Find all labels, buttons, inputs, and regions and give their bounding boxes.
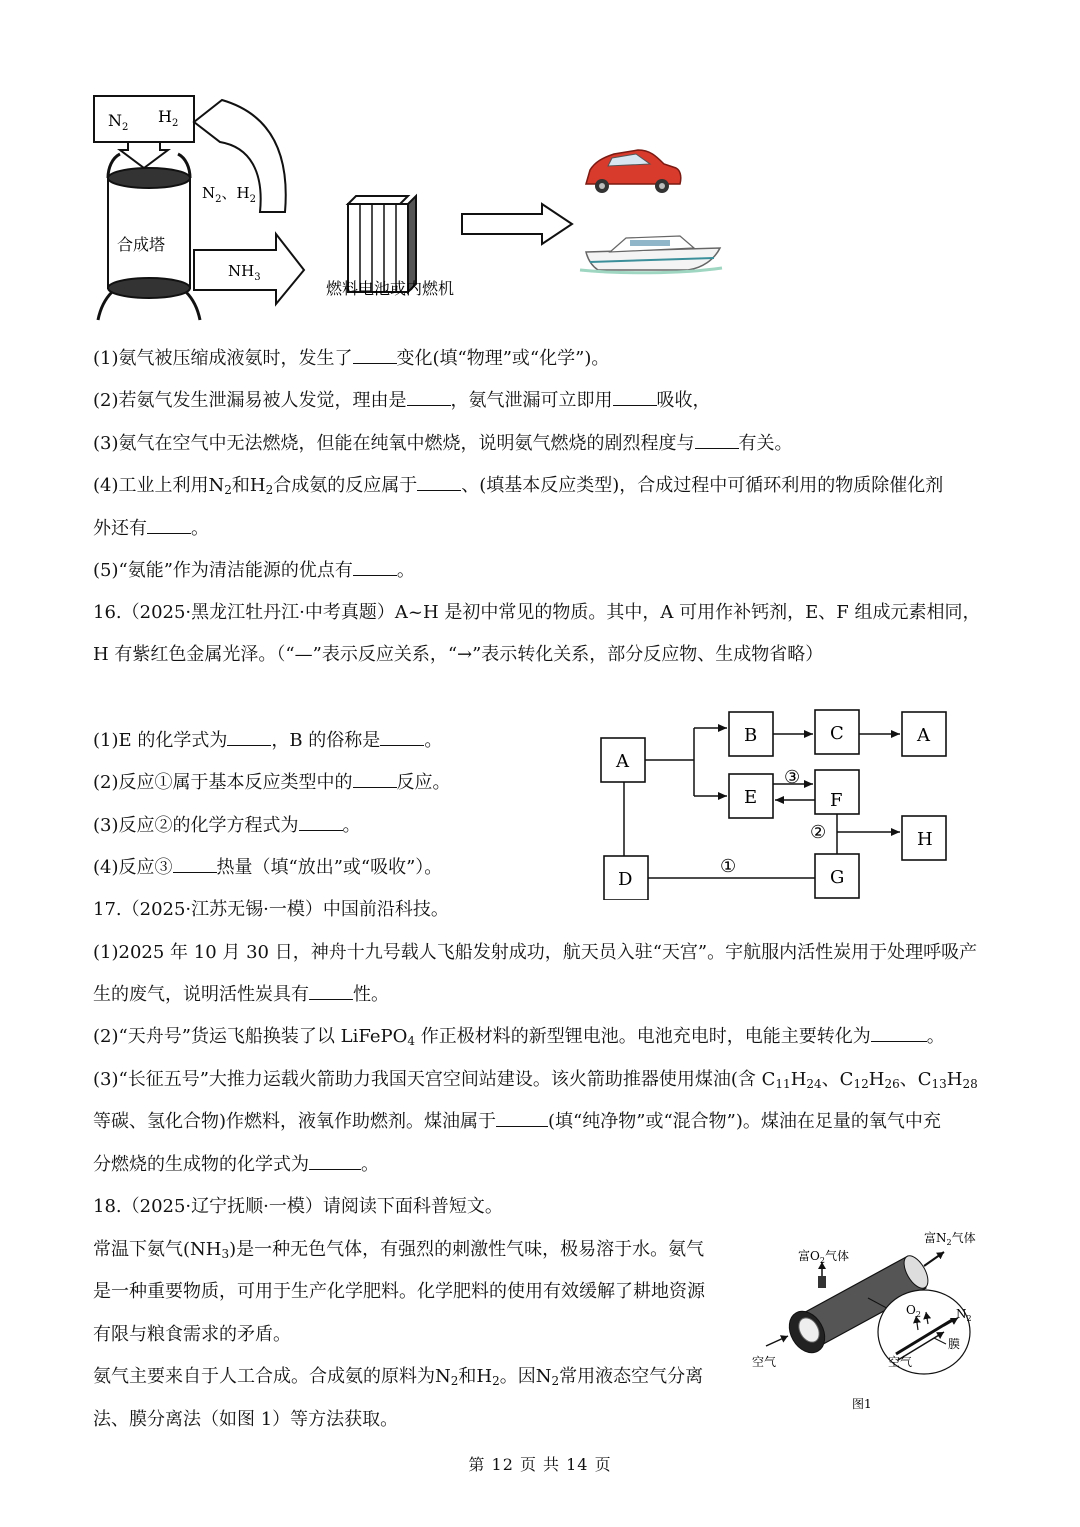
- label-rich-n2: 富$N_2$气体: [924, 1231, 976, 1247]
- q15-part4-cont: 外还有 。: [93, 518, 209, 539]
- label-G: G: [830, 867, 845, 888]
- q17-part1-cont: 生的废气，说明活性炭具有 性。: [93, 984, 389, 1005]
- q17-part1: (1)2025 年 10 月 30 日，神舟十九号载人飞船发射成功，航天员入驻“天宫”。宇航服内活性炭用于处理呼吸产: [93, 942, 978, 963]
- q17-part3-cont2: 分燃烧的生成物的化学式为 。: [93, 1154, 379, 1175]
- q16-part3: (3)反应②的化学方程式为 。: [93, 815, 361, 836]
- membrane-figure: [748, 1226, 988, 1416]
- reaction-3: ③: [784, 767, 801, 788]
- tower-body: [108, 178, 190, 288]
- q18-line4: 氨气主要来自于人工合成。合成氨的原料为$N_2$和$H_2$。因$N_2$常用液态空气分离: [93, 1366, 704, 1388]
- label-membrane: 膜: [948, 1337, 961, 1351]
- answer-blank[interactable]: [417, 474, 461, 491]
- label-E: E: [744, 787, 758, 808]
- synthesis-diagram: [90, 92, 740, 332]
- answer-blank[interactable]: [227, 729, 271, 746]
- answer-blank[interactable]: [353, 347, 397, 364]
- q16-intro-2: H 有紫红色金属光泽。（“—”表示反应关系，“→”表示转化关系，部分反应物、生成物省略）: [93, 644, 824, 665]
- q17-part3-cont: 等碳、氢化合物)作燃料，液氧作助燃剂。煤油属于 (填“纯净物”或“混合物”)。煤油在足量的氧气中充: [93, 1111, 941, 1132]
- q16-part4: (4)反应③ 热量（填“放出”或“吸收”）。: [93, 857, 443, 878]
- reaction-2: ②: [810, 822, 827, 843]
- q17-title: 17.（2025·江苏无锡·一模）中国前沿科技。: [93, 899, 449, 920]
- q15-part4: (4)工业上利用$N_2$和$H_2$合成氨的反应属于 、(填基本反应类型)，合成过程中可循环利用的物质除催化剂: [93, 475, 944, 497]
- output-arrow: [462, 204, 572, 244]
- q15-part3: (3)氨气在空气中无法燃烧，但能在纯氧中燃烧，说明氨气燃烧的剧烈程度与 有关。: [93, 433, 793, 454]
- label-h2: $H_2$: [158, 107, 179, 129]
- label-F: F: [830, 790, 843, 811]
- q16-part1: (1)E 的化学式为 ，B 的俗称是 。: [93, 730, 443, 751]
- page-footer: 第 12 页 共 14 页: [468, 1455, 612, 1474]
- answer-blank[interactable]: [309, 1153, 361, 1170]
- label-H: H: [917, 829, 933, 850]
- q18-line1: 常温下氨气$(NH_3)$是一种无色气体，有强烈的刺激性气味，极易溶于水。氨气: [93, 1239, 705, 1261]
- q17-part2: (2)“天舟号”货运飞船换装了以 LiFePO$_4$ 作正极材料的新型锂电池。电池充电时，电能主要转化为 。: [93, 1026, 945, 1048]
- label-D: D: [618, 869, 633, 890]
- answer-blank[interactable]: [871, 1025, 927, 1042]
- q18-line2: 是一种重要物质，可用于生产化学肥料。化学肥料的使用有效缓解了耕地资源: [93, 1281, 705, 1302]
- figure-caption: 图1: [852, 1397, 872, 1411]
- fuel-cell-icon: [348, 196, 416, 292]
- car-icon: [586, 150, 681, 193]
- answer-blank[interactable]: [353, 559, 397, 576]
- q16-part2: (2)反应①属于基本反应类型中的 反应。: [93, 772, 451, 793]
- label-nh3: $NH_3$: [228, 262, 261, 283]
- tower-label: 合成塔: [117, 235, 166, 254]
- relationship-diagram: [598, 704, 950, 900]
- label-A2: A: [917, 725, 930, 746]
- q15-part5: (5)“氨能”作为清洁能源的优点有 。: [93, 560, 415, 581]
- answer-blank[interactable]: [173, 856, 217, 873]
- answer-blank[interactable]: [309, 983, 353, 1000]
- answer-blank[interactable]: [407, 389, 451, 406]
- label-recycle: $N_2$、$H_2$: [202, 184, 256, 205]
- q18-line5: 法、膜分离法（如图 1）等方法获取。: [93, 1409, 399, 1430]
- answer-blank[interactable]: [299, 814, 343, 831]
- answer-blank[interactable]: [380, 729, 424, 746]
- label-B: B: [744, 725, 758, 746]
- label-air-2: 空气: [888, 1355, 913, 1369]
- reaction-1: ①: [720, 856, 737, 877]
- label-air-1: 空气: [752, 1355, 777, 1369]
- label-o2: $O_2$: [906, 1303, 921, 1319]
- boat-icon: [580, 236, 722, 273]
- answer-blank[interactable]: [353, 771, 397, 788]
- label-C: C: [830, 723, 844, 744]
- q15-part1: (1)氨气被压缩成液氨时，发生了 变化(填“物理”或“化学”)。: [93, 348, 610, 369]
- q17-part3: (3)“长征五号”大推力运载火箭助力我国天宫空间站建设。该火箭助推器使用煤油(含 $C_{11}H_{24}$、$C_{12}H_{26}$、$C_{13}H_{28}$: [93, 1069, 978, 1091]
- label-A: A: [616, 751, 629, 772]
- answer-blank[interactable]: [496, 1110, 548, 1127]
- q18-title: 18.（2025·辽宁抚顺·一模）请阅读下面科普短文。: [93, 1196, 503, 1217]
- label-n2: $N_2$: [956, 1307, 972, 1323]
- q15-part2: (2)若氨气发生泄漏易被人发觉，理由是 ，氨气泄漏可立即用 吸收，: [93, 390, 711, 411]
- q16-intro-1: 16.（2025·黑龙江牡丹江·中考真题）A~H 是初中常见的物质。其中，A 可用作补钙剂，E、F 组成元素相同，: [93, 602, 981, 623]
- q18-line3: 有限与粮食需求的矛盾。: [93, 1324, 291, 1345]
- label-n2: $N_2$: [108, 111, 129, 133]
- label-rich-o2: 富$O_2$气体: [798, 1249, 849, 1265]
- answer-blank[interactable]: [613, 389, 657, 406]
- feed-arrow: [120, 142, 168, 168]
- answer-blank[interactable]: [695, 432, 739, 449]
- device-label: 燃料电池或内燃机: [326, 279, 455, 298]
- answer-blank[interactable]: [147, 517, 191, 534]
